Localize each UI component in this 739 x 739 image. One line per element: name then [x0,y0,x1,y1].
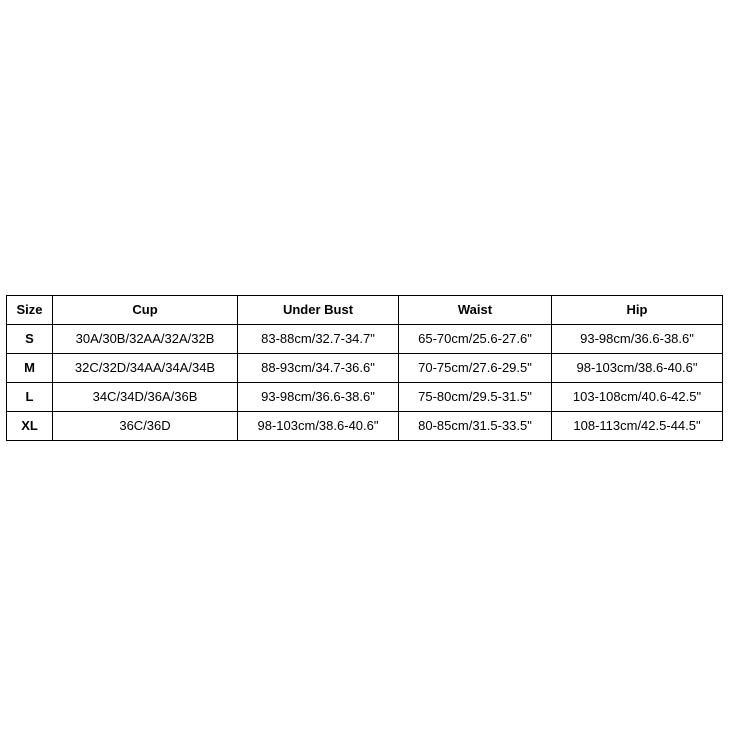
table-row [7,383,723,412]
header-hip: Hip [552,296,723,325]
size-cell: L [7,383,53,412]
size-chart-table [6,295,723,441]
cup-cell: 32C/32D/34AA/34A/34B [53,354,238,383]
table-row [7,325,723,354]
size-cell: XL [7,412,53,441]
under-bust-cell: 93-98cm/36.6-38.6" [238,383,399,412]
size-cell: M [7,354,53,383]
header-cup: Cup [53,296,238,325]
hip-cell: 103-108cm/40.6-42.5" [552,383,723,412]
hip-cell: 108-113cm/42.5-44.5" [552,412,723,441]
waist-cell: 80-85cm/31.5-33.5" [399,412,552,441]
cup-cell: 34C/34D/36A/36B [53,383,238,412]
table-row [7,354,723,383]
header-under-bust: Under Bust [238,296,399,325]
under-bust-cell: 98-103cm/38.6-40.6" [238,412,399,441]
cup-cell: 30A/30B/32AA/32A/32B [53,325,238,354]
header-size: Size [7,296,53,325]
waist-cell: 65-70cm/25.6-27.6" [399,325,552,354]
header-waist: Waist [399,296,552,325]
under-bust-cell: 88-93cm/34.7-36.6" [238,354,399,383]
cup-cell: 36C/36D [53,412,238,441]
hip-cell: 93-98cm/36.6-38.6" [552,325,723,354]
under-bust-cell: 83-88cm/32.7-34.7" [238,325,399,354]
waist-cell: 70-75cm/27.6-29.5" [399,354,552,383]
hip-cell: 98-103cm/38.6-40.6" [552,354,723,383]
table-header-row [7,296,723,325]
table-row [7,412,723,441]
size-cell: S [7,325,53,354]
waist-cell: 75-80cm/29.5-31.5" [399,383,552,412]
